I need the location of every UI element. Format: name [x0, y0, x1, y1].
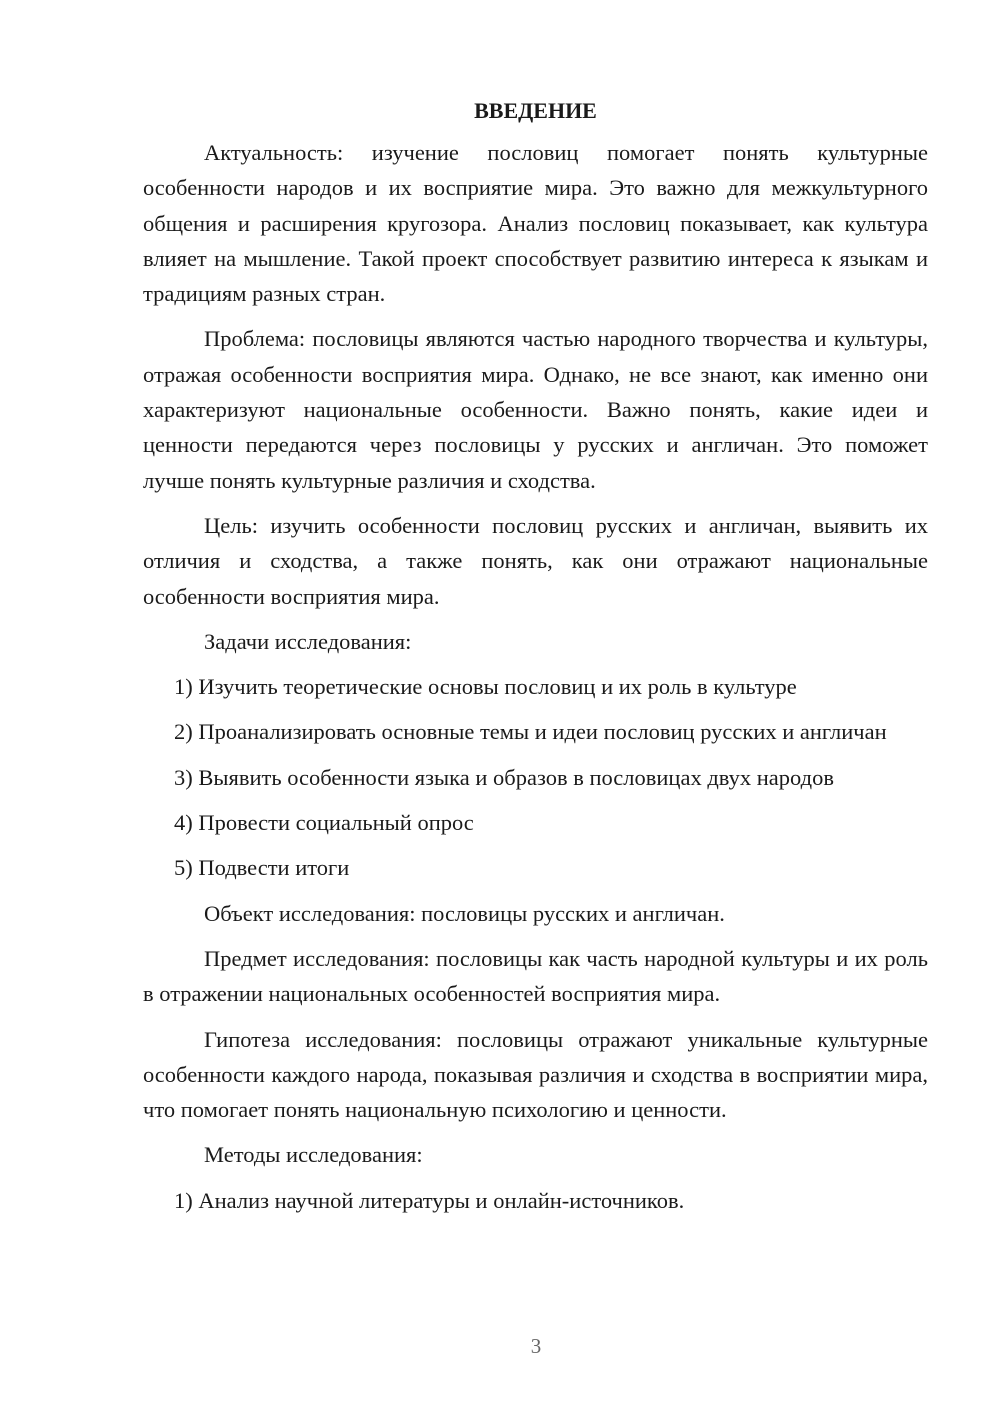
task-item-1: 1) Изучить теоретические основы пословиц и их роль в культуре — [174, 674, 797, 700]
task-item-3: 3) Выявить особенности языка и образов в пословицах двух народов — [174, 764, 834, 790]
task-item-2: 2) Проанализировать основные темы и идеи пословиц русских и англичан — [174, 719, 887, 745]
method-item-1: 1) Анализ научной литературы и онлайн-источников. — [174, 1187, 685, 1213]
problem-paragraph: Проблема: пословицы являются частью народного творчества и культуры, отражая особенности восприятия мира. Однако, не все знают, как именно они характеризуют национальные особенности. Важно понять, какие идеи и ценности передаются через пословицы у русских и англичан. Это поможет лучше понять культурные различия и сходства. — [143, 326, 928, 493]
goal-paragraph: Цель: изучить особенности пословиц русских и англичан, выявить их отличия и сходства, а также понять, как они отражают национальные особенности восприятия мира. — [143, 512, 928, 609]
task-item-4: 4) Провести социальный опрос — [174, 810, 474, 836]
subject-paragraph: Предмет исследования: пословицы как часть народной культуры и их роль в отражении национальных особенностей восприятия мира. — [143, 945, 928, 1007]
object-paragraph: Объект исследования: пословицы русских и англичан. — [204, 900, 725, 926]
page-title: ВВЕДЕНИЕ — [474, 98, 597, 123]
page-number: 3 — [530, 1334, 542, 1358]
relevance-paragraph: Актуальность: изучение пословиц помогает понять культурные особенности народов и их восприятие мира. Это важно для межкультурного общения и расширения кругозора. Анализ пословиц показывает, как культура влияет на мышление. Такой проект способствует развитию интереса к языкам и традициям разных стран. — [143, 140, 928, 307]
tasks-title: Задачи исследования: — [204, 628, 412, 654]
page-content — [143, 92, 928, 1228]
task-item-5: 5) Подвести итоги — [174, 855, 350, 881]
hypothesis-paragraph: Гипотеза исследования: пословицы отражают уникальные культурные особенности каждого народа, показывая различия и сходства в восприятии мира, что помогает понять национальную психологию и ценности. — [143, 1026, 928, 1123]
methods-title: Методы исследования: — [204, 1142, 423, 1168]
